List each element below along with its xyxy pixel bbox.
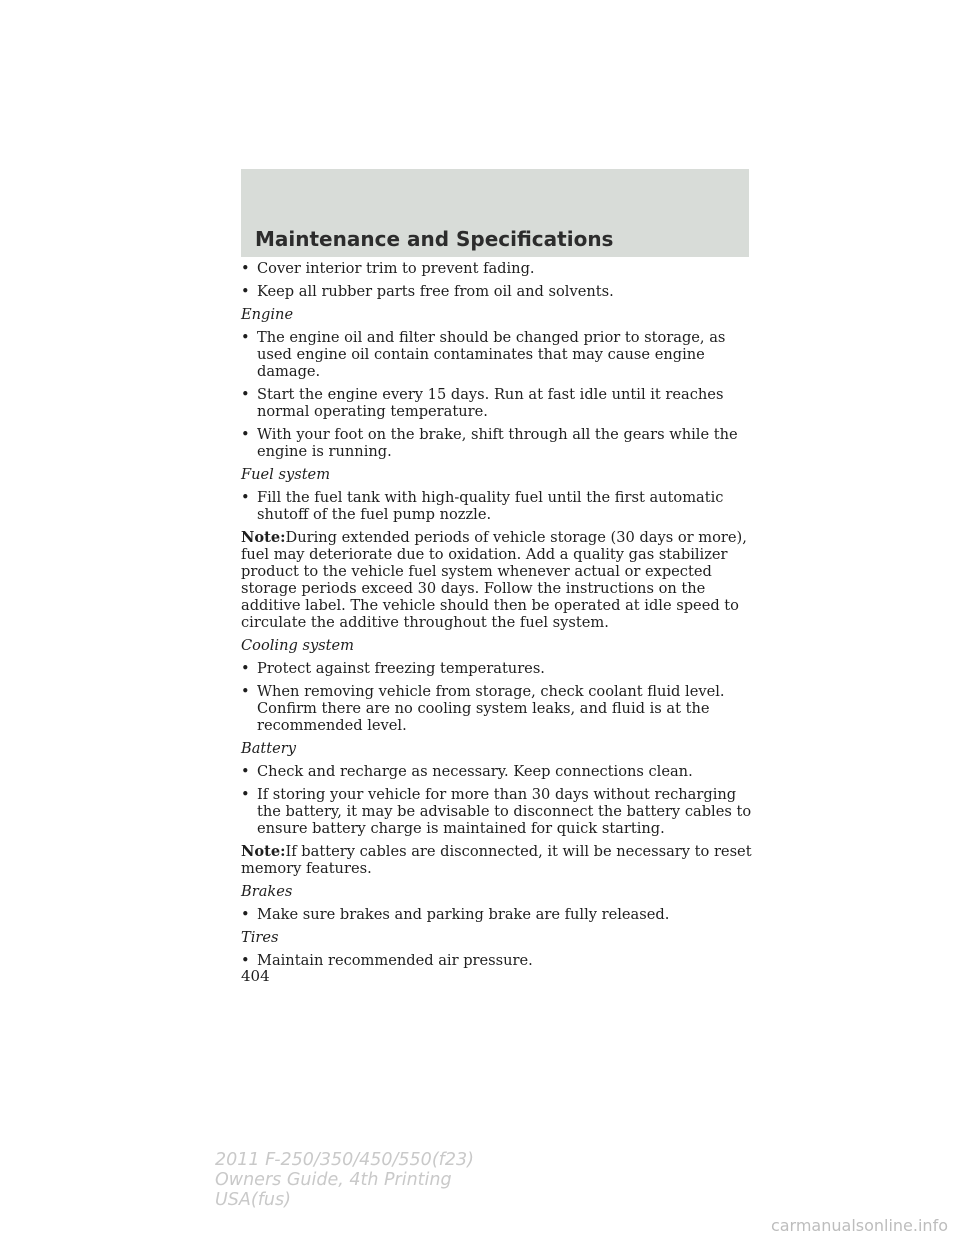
list-item: • Maintain recommended air pressure. bbox=[241, 952, 533, 969]
list-item: • Start the engine every 15 days. Run at fast idle until it reaches normal operating temperature. bbox=[241, 386, 724, 420]
note-label: Note: bbox=[241, 843, 286, 860]
list-item: • Protect against freezing temperatures. bbox=[241, 660, 545, 677]
list-item: • Cover interior trim to prevent fading. bbox=[241, 260, 535, 277]
list-item: • When removing vehicle from storage, check coolant fluid level. Confirm there are no cooling system leaks, and fluid is at the recommended level. bbox=[241, 683, 725, 734]
bullet-icon: • bbox=[241, 260, 250, 277]
list-item: • If storing your vehicle for more than 30 days without recharging the battery, it may be advisable to disconnect the battery cables to ensure battery charge is maintained for quick starting. bbox=[241, 786, 752, 837]
section-header bbox=[241, 169, 749, 257]
list-item: • Keep all rubber parts free from oil and solvents. bbox=[241, 283, 614, 300]
bullet-icon: • bbox=[241, 426, 250, 443]
subheading-fuel-system: Fuel system bbox=[241, 466, 331, 483]
subheading-brakes: Brakes bbox=[241, 883, 293, 900]
section-title: Maintenance and Specifications bbox=[255, 227, 614, 251]
document-footer bbox=[215, 1150, 474, 1210]
subheading-engine: Engine bbox=[241, 306, 294, 323]
bullet-icon: • bbox=[241, 283, 250, 300]
bullet-icon: • bbox=[241, 786, 250, 803]
bullet-icon: • bbox=[241, 763, 250, 780]
bullet-icon: • bbox=[241, 906, 250, 923]
note-paragraph bbox=[241, 529, 761, 631]
footer-line-region: USA(fus) bbox=[215, 1190, 291, 1210]
list-item: • Fill the fuel tank with high-quality fuel until the first automatic shutoff of the fuel pump nozzle. bbox=[241, 489, 724, 523]
list-item: • Check and recharge as necessary. Keep connections clean. bbox=[241, 763, 693, 780]
bullet-icon: • bbox=[241, 660, 250, 677]
list-item: • With your foot on the brake, shift through all the gears while the engine is running. bbox=[241, 426, 738, 460]
bullet-icon: • bbox=[241, 329, 250, 346]
note-label: Note: bbox=[241, 529, 286, 546]
page-number: 404 bbox=[241, 967, 270, 985]
subheading-battery: Battery bbox=[241, 740, 297, 757]
note-paragraph bbox=[241, 843, 761, 877]
subheading-cooling-system: Cooling system bbox=[241, 637, 355, 654]
subheading-tires: Tires bbox=[241, 929, 279, 946]
note-text: During extended periods of vehicle storage (30 days or more), fuel may deteriorate due to oxidation. Add a quality gas stabilizer product to the vehicle fuel system whenever actual or expected storage periods exceed 30 days. Follow the instructions on the additive label. The vehicle should then be operated at idle speed to circulate the additive throughout the fuel system. bbox=[241, 529, 747, 631]
footer-line-model: 2011 F-250/350/450/550(f23) bbox=[215, 1150, 474, 1170]
bullet-icon: • bbox=[241, 489, 250, 506]
page-content bbox=[241, 260, 761, 975]
bullet-icon: • bbox=[241, 683, 250, 700]
bullet-icon: • bbox=[241, 952, 250, 969]
footer-line-edition: Owners Guide, 4th Printing bbox=[215, 1170, 452, 1190]
list-item: • The engine oil and filter should be changed prior to storage, as used engine oil contain contaminates that may cause engine damage. bbox=[241, 329, 726, 380]
watermark: carmanualsonline.info bbox=[770, 1216, 948, 1235]
note-text: If battery cables are disconnected, it will be necessary to reset memory features. bbox=[241, 843, 752, 877]
bullet-icon: • bbox=[241, 386, 250, 403]
list-item: • Make sure brakes and parking brake are fully released. bbox=[241, 906, 670, 923]
